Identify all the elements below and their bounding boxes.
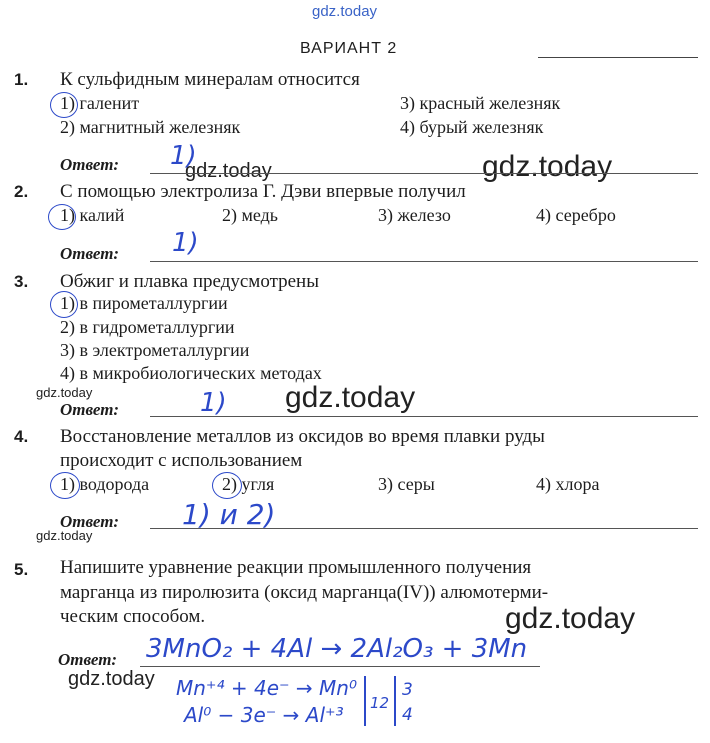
watermark: gdz.today xyxy=(505,602,636,635)
answer-label: Ответ: xyxy=(60,400,120,419)
watermark-top: gdz.today xyxy=(312,3,378,20)
balance-divider xyxy=(394,676,396,726)
question-text: С помощью электролиза Г. Дэви впервые получил xyxy=(60,181,466,202)
option: 1) калий xyxy=(60,205,125,225)
answer-label: Ответ: xyxy=(60,512,120,531)
option: 2) медь xyxy=(222,205,279,225)
balance-coefficient: 3 xyxy=(402,680,413,700)
balance-coefficient: 4 xyxy=(402,705,413,725)
question-number: 4. xyxy=(14,427,29,446)
option: 2) угля xyxy=(222,474,275,494)
handwritten-answer: 1) xyxy=(172,228,199,258)
option: 3) в электрометаллургии xyxy=(60,340,250,360)
answer-circle xyxy=(50,291,78,318)
answer-circle xyxy=(48,204,76,230)
option: 2) в гидрометаллургии xyxy=(60,317,235,337)
question-text: происходит с использованием xyxy=(60,450,303,471)
answer-line xyxy=(140,666,540,667)
watermark: gdz.today xyxy=(285,381,416,414)
answer-label: Ответ: xyxy=(60,155,120,174)
balance-lcm: 12 xyxy=(370,694,390,712)
answer-line xyxy=(150,416,698,417)
handwritten-answer: 1) xyxy=(170,141,197,171)
watermark: gdz.today xyxy=(185,160,272,182)
watermark: gdz.today xyxy=(482,150,613,183)
option: 1) галенит xyxy=(60,93,140,113)
option: 1) водорода xyxy=(60,474,150,494)
answer-circle xyxy=(50,472,80,499)
question-number: 3. xyxy=(14,272,29,291)
watermark: gdz.today xyxy=(68,668,155,690)
question-text: К сульфидным минералам относится xyxy=(60,69,360,90)
watermark: gdz.today xyxy=(36,528,93,543)
question-text: Обжиг и плавка предусмотрены xyxy=(60,271,319,292)
option: 4) хлора xyxy=(536,474,600,494)
answer-label: Ответ: xyxy=(58,650,118,669)
option: 3) железо xyxy=(378,205,451,225)
option: 4) в микробиологических методах xyxy=(60,363,322,383)
option: 1) в пирометаллургии xyxy=(60,293,228,313)
answer-circle xyxy=(50,92,78,118)
question-number: 1. xyxy=(14,70,29,89)
answer-line xyxy=(150,173,698,174)
answer-circle xyxy=(212,472,242,499)
page-title: ВАРИАНТ 2 xyxy=(300,40,398,57)
handwritten-answer: 1) xyxy=(200,388,227,418)
question-text: марганца из пиролюзита (оксид марганца(IV)) алюмотерми- xyxy=(60,582,549,603)
balance-divider xyxy=(364,676,366,726)
electron-balance-line: Al⁰ − 3e⁻ → Al⁺³ xyxy=(184,703,344,727)
electron-balance-line: Mn⁺⁴ + 4e⁻ → Mn⁰ xyxy=(176,676,357,700)
name-line xyxy=(538,57,698,58)
question-number: 5. xyxy=(14,560,29,579)
option: 4) бурый железняк xyxy=(400,117,544,137)
option: 4) серебро xyxy=(536,205,616,225)
watermark: gdz.today xyxy=(36,385,93,400)
handwritten-answer: 1) и 2) xyxy=(182,498,276,531)
answer-label: Ответ: xyxy=(60,244,120,263)
option: 3) красный железняк xyxy=(400,93,561,113)
answer-line xyxy=(150,261,698,262)
question-text: Напишите уравнение реакции промышленного получения xyxy=(60,557,532,578)
question-text: ческим способом. xyxy=(60,606,206,627)
question-text: Восстановление металлов из оксидов во время плавки руды xyxy=(60,426,545,447)
question-number: 2. xyxy=(14,182,29,201)
option: 2) магнитный железняк xyxy=(60,117,241,137)
handwritten-equation: 3MnO₂ + 4Al → 2Al₂O₃ + 3Mn xyxy=(146,634,528,664)
option: 3) серы xyxy=(378,474,435,494)
